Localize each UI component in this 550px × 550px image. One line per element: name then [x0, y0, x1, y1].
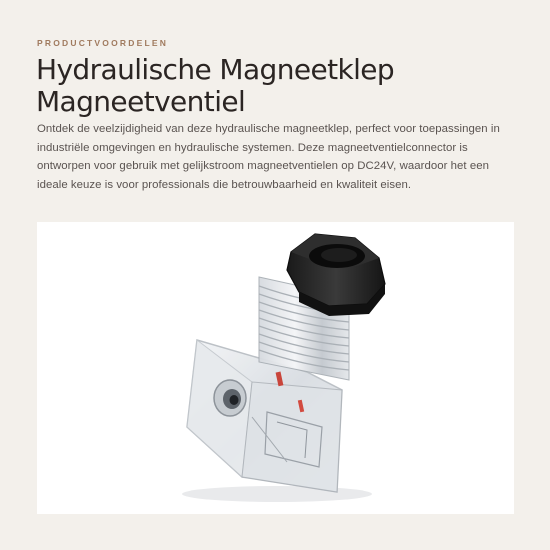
title-line-2: Magneetventiel [36, 85, 246, 118]
solenoid-valve-connector-icon [37, 222, 514, 514]
section-eyebrow: PRODUCTVOORDELEN [37, 38, 169, 48]
title-line-1: Hydraulische Magneetklep [36, 53, 395, 86]
page-title [36, 54, 516, 118]
product-description: Ontdek de veelzijdigheid van deze hydraulische magneetklep, perfect voor toepassingen in industriële omgevingen en hydraulische systemen. Deze magneetventielconnector is ontworpen voor gebruik met gelijkstroom magneetventielen op DC24V, waardoor het een ideale keuze is voor professionals die betrouwbaarheid en kwaliteit eisen. [37, 123, 500, 191]
product-photo [37, 222, 514, 514]
shadow-shape [182, 486, 372, 502]
cable-hole [214, 380, 246, 416]
